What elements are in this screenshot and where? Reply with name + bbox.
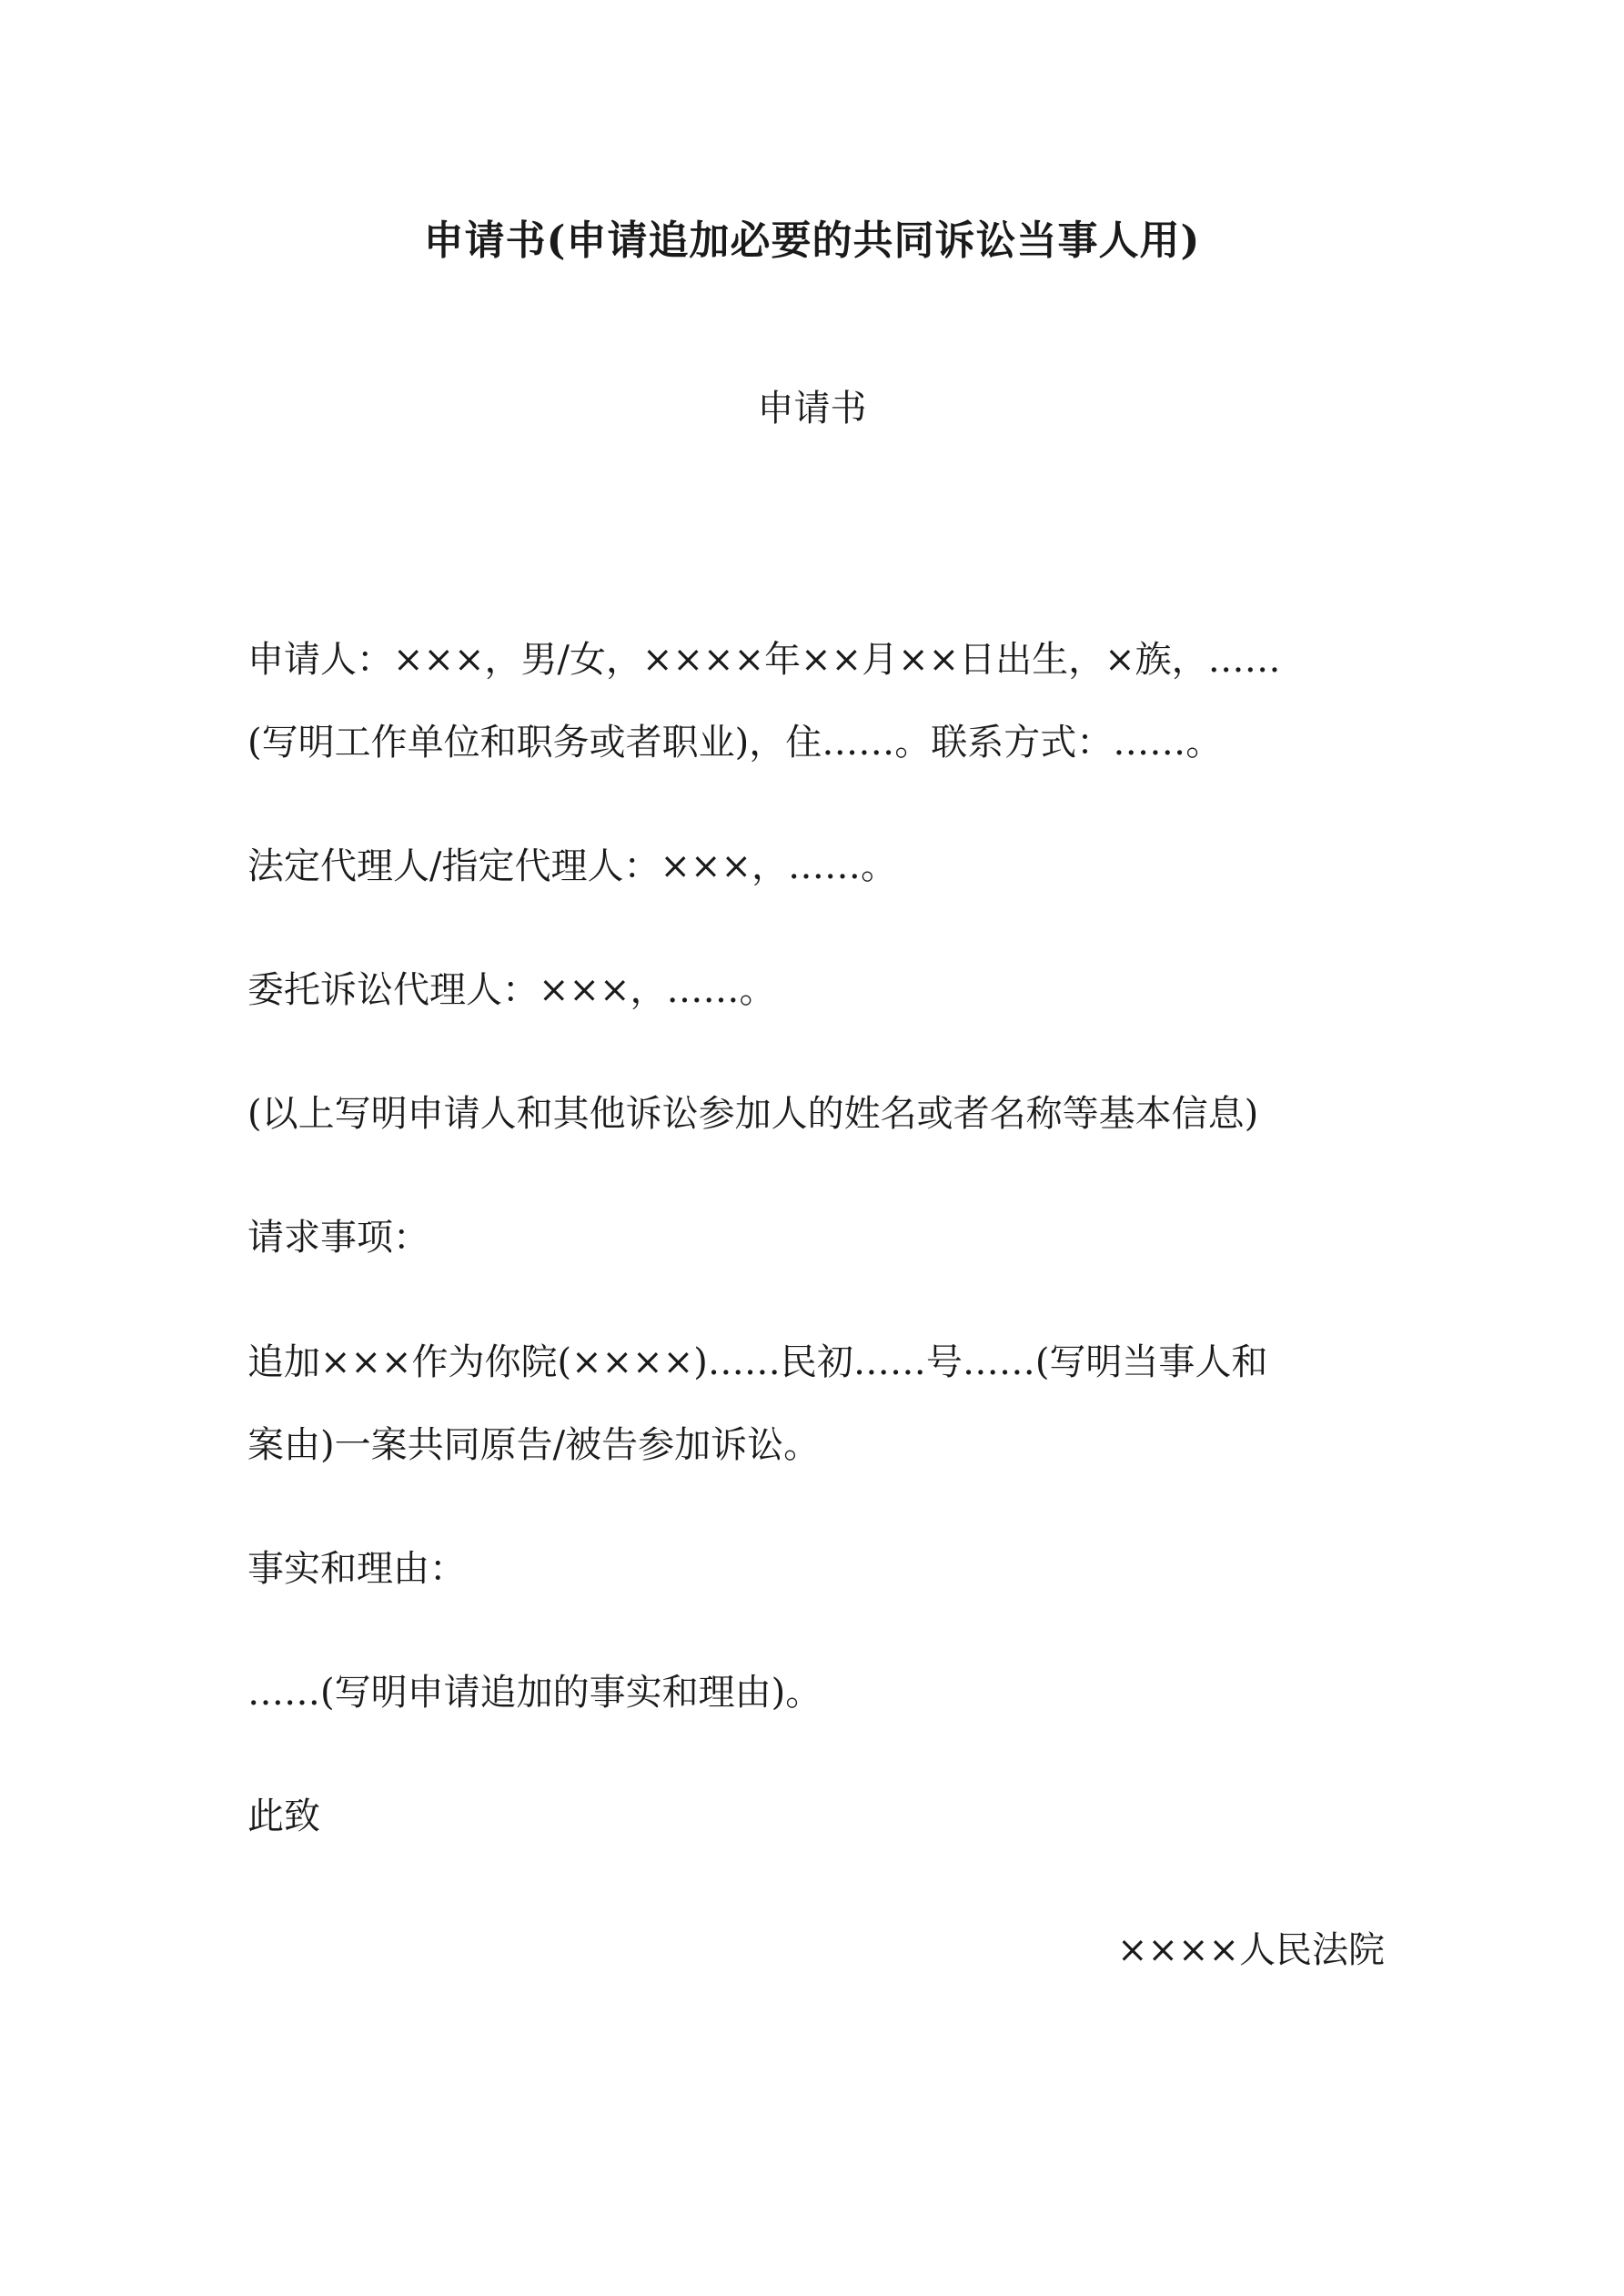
legal-agent-line: 法定代理人/指定代理人：×××，……。: [247, 845, 898, 887]
court-name: ××××人民法院: [1116, 1929, 1385, 1971]
request-heading: 请求事项：: [247, 1217, 429, 1259]
closing-salutation: 此致: [247, 1795, 320, 1837]
applicant-line-2: (写明工作单位和职务或者职业)，住……。联系方式：……。: [247, 722, 1223, 764]
applicant-line-1: 申请人：×××，男/女，××××年××月××日出生，×族，……: [247, 639, 1281, 681]
request-line-2: 案由)一案共同原告/被告参加诉讼。: [247, 1424, 821, 1466]
document-title: 申请书(申请追加必要的共同诉讼当事人用): [423, 217, 1201, 264]
entrusted-agent-line: 委托诉讼代理人：×××，……。: [247, 969, 776, 1011]
document-subtitle: 申请书: [757, 388, 867, 430]
facts-heading: 事实和理由：: [247, 1548, 466, 1590]
participants-note: (以上写明申请人和其他诉讼参加人的姓名或者名称等基本信息): [247, 1093, 1259, 1135]
facts-body: ……(写明申请追加的事实和理由)。: [247, 1672, 822, 1714]
request-line-1: 追加×××作为你院(××××)……民初……号……(写明当事人和: [247, 1341, 1268, 1383]
